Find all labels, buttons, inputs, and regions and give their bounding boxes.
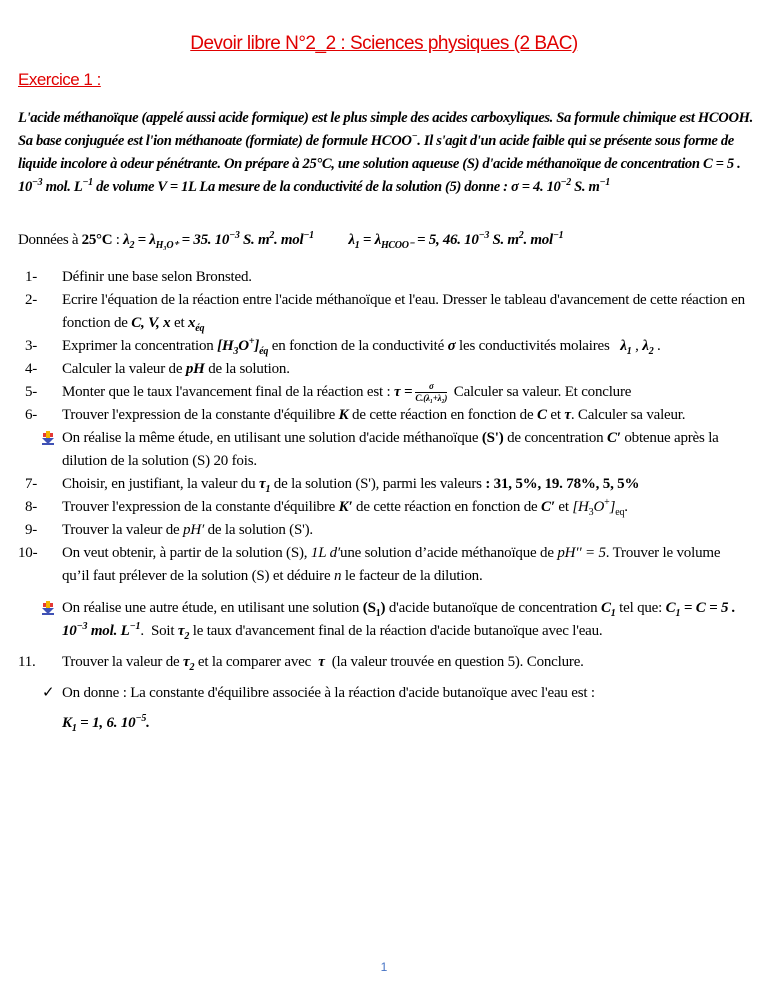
question-text	[62, 654, 584, 674]
question-item	[0, 404, 768, 427]
superscript: −1	[82, 177, 93, 189]
text-run: : 31, 5%, 19. 78%, 5, 5%	[485, 476, 640, 493]
subscript: éq	[195, 323, 205, 334]
text-run: On réalise la même étude, en utilisant une solution d'acide méthanoïque	[62, 430, 482, 447]
math-text: σ	[447, 338, 456, 354]
subscript: 2	[129, 240, 135, 251]
text-run: Choisir, en justifiant, la valeur du	[62, 476, 259, 493]
text-run: le taux d'avancement final de la réaction d'acide butanoïque avec l'eau.	[189, 623, 603, 640]
exercise-heading: Exercice 1 :	[18, 70, 101, 89]
text-run: . Sa base conjuguée est l'ion méthanoate (formiate) de formule HCOO	[18, 110, 753, 149]
text-run: et	[554, 499, 573, 516]
question-text	[62, 685, 595, 701]
math-text: pH	[185, 361, 205, 377]
question-item	[0, 381, 768, 404]
superscript: −3	[31, 177, 43, 189]
subscript: 1	[626, 346, 632, 357]
question-text	[62, 361, 290, 377]
question-item	[0, 335, 768, 358]
fraction	[415, 381, 447, 404]
question-number: 7-	[25, 476, 38, 493]
text-run: Ecrire l'équation de la réaction entre l'acide méthanoïque et l'eau. Dresser le tableau d'avancement de cette réaction en fonction de	[62, 292, 745, 331]
text-run: Trouver l'expression de la constante d'équilibre	[62, 407, 339, 424]
question-text	[62, 407, 685, 423]
question-text	[62, 269, 252, 285]
superscript: −1	[552, 230, 564, 241]
text-run: de cette réaction en fonction de	[348, 407, 537, 424]
text-run: de la solution (S').	[204, 522, 313, 539]
question-number: 10-	[18, 545, 38, 562]
subscript: éq	[259, 346, 269, 357]
text-run: On donne : La constante d'équilibre associée à la réaction d'acide butanoïque avec l'eau est :	[62, 685, 595, 702]
text-run: Trouver la valeur de	[62, 522, 184, 539]
text-run	[314, 232, 349, 248]
text-run: S. m	[570, 179, 600, 195]
text-run: Données à	[18, 232, 82, 248]
math-text: ]	[254, 338, 260, 354]
text-run: On veut obtenir, à partir de la solution (S),	[62, 545, 311, 562]
math-text: τ	[183, 654, 190, 671]
math-text: mol. L	[87, 623, 130, 640]
math-text: λ	[620, 338, 627, 354]
math-text: pH′	[183, 522, 205, 539]
superscript: −3	[76, 621, 88, 633]
math-text: τ	[177, 623, 185, 640]
text-run: :	[112, 232, 124, 248]
math-text: = λ	[359, 232, 381, 248]
math-text: λ	[123, 232, 130, 248]
superscript: −2	[560, 177, 571, 189]
text-run: et la comparer avec	[194, 654, 319, 671]
question-text	[62, 545, 720, 584]
down-arrow-bullet-icon	[42, 431, 54, 445]
text-run: Exprimer la concentration	[62, 338, 218, 354]
math-text: C′	[606, 430, 621, 447]
question-number: 9-	[25, 522, 38, 539]
math-text: . mol	[523, 232, 553, 248]
math-text: = λ	[134, 232, 156, 248]
question-text	[62, 522, 313, 538]
text-run: . Il s'agit d'un acide faible qui se présente sous forme de liquide incolore à odeur pénétrante. On prépare à 25°C, une solution aqueuse (S) d'acide méthanoïque de concentration	[18, 133, 734, 172]
text-run: les conductivités molaires	[455, 338, 621, 354]
superscript: 2	[518, 230, 524, 241]
text-run: en fonction de la conductivité	[268, 338, 448, 354]
text-run: L'acide méthanoïque (appelé aussi acide formique) est le plus simple des acides carboxyliques. Sa formule chimique est	[18, 110, 698, 126]
superscript: −3	[229, 230, 240, 241]
subscript: 3	[233, 346, 239, 357]
math-text: .	[146, 715, 150, 732]
text-run: de concentration	[503, 430, 607, 447]
fraction-denominator: C.(λ₁+λ₂)	[415, 393, 448, 404]
math-text: K	[338, 407, 349, 424]
question-item	[0, 542, 768, 588]
question-number: 4-	[25, 361, 38, 377]
text-run: de cette réaction en fonction de	[352, 499, 542, 516]
questions-list	[0, 266, 768, 735]
math-text: = C = 5 . 10	[62, 600, 736, 640]
superscript: −1	[129, 621, 141, 633]
text-run: C = 5 . 10	[18, 156, 741, 195]
text-run: ,	[631, 338, 643, 354]
text-run: une solution d’acide méthanoïque de	[340, 545, 558, 562]
subscript: 1	[375, 608, 381, 620]
math-text: λ	[348, 232, 355, 248]
text-run: )	[380, 600, 386, 617]
question-item	[0, 358, 768, 381]
math-text: K	[62, 715, 72, 732]
subscript: HCOO⁻	[380, 240, 414, 251]
question-number: 2-	[25, 292, 38, 308]
text-run: de la solution.	[204, 361, 290, 377]
text-run: . Trouver le volume qu’il faut prélever de la solution (S) et déduire	[62, 545, 721, 585]
subscript: 1	[71, 723, 77, 735]
question-item	[0, 597, 768, 643]
question-number: 11.	[18, 654, 36, 671]
subscript: 2	[184, 631, 190, 643]
question-text	[62, 497, 628, 519]
math-text: C′	[541, 499, 555, 516]
superscript: −1	[599, 177, 610, 189]
subscript: 1	[354, 240, 360, 251]
math-text: . mol	[274, 232, 304, 248]
math-text: τ	[258, 476, 266, 493]
text-run: le facteur de la dilution.	[341, 568, 483, 585]
question-text	[62, 292, 745, 334]
question-item	[0, 651, 768, 674]
math-text: x	[187, 315, 196, 331]
document-title: Devoir libre N°2_2 : Sciences physiques (2 BAC)	[190, 33, 578, 54]
math-text: pH′′ = 5	[557, 545, 606, 562]
text-run: mol. L	[42, 179, 83, 195]
text-run: . Soit	[140, 623, 178, 640]
intro-paragraph	[18, 107, 758, 199]
subscript: H₃O⁺	[155, 240, 179, 251]
superscript: −	[411, 131, 418, 143]
text-run: Monter que le taux l'avancement final de la réaction est :	[62, 384, 395, 400]
subscript: 3	[588, 507, 594, 519]
superscript: 2	[269, 230, 275, 241]
text-run: Trouver la valeur de	[62, 654, 184, 671]
text-run: (la valeur trouvée en question 5). Conclure.	[324, 654, 584, 671]
text-run: 25°C	[81, 232, 113, 248]
superscript: +	[248, 336, 255, 347]
text-run: tel que:	[615, 600, 666, 617]
subscript: 1	[265, 484, 271, 496]
math-text: C	[537, 407, 547, 424]
question-text	[62, 430, 719, 469]
superscript: −1	[303, 230, 314, 241]
question-item	[0, 682, 768, 705]
question-number: 6-	[25, 407, 38, 424]
math-text: C	[600, 600, 611, 617]
text-run: Définir une base selon Bronsted.	[62, 269, 252, 285]
math-text: 1L d′	[310, 545, 341, 562]
question-item	[0, 427, 768, 473]
text-run: .	[624, 499, 628, 516]
question-text	[62, 336, 661, 357]
text-run: de volume V = 1L La mesure de la conductivité de la solution (5) donne : σ = 4. 10	[92, 179, 561, 195]
question-text	[62, 713, 150, 735]
math-text: S. m	[489, 232, 519, 248]
subscript: 2	[189, 662, 195, 674]
checkmark-bullet-icon: ✓	[42, 685, 55, 702]
math-text: λ	[642, 338, 649, 354]
text-run: . Calculer sa valeur.	[570, 407, 686, 424]
page-number: 1	[380, 960, 388, 974]
math-text: = 5, 46. 10	[413, 232, 479, 248]
question-text	[62, 381, 632, 404]
superscript: −3	[478, 230, 490, 241]
text-run: de la solution (S'), parmi les valeurs	[270, 476, 486, 493]
text-run: obtenue après la dilution de la solution (S) 20 fois.	[62, 430, 719, 470]
math-text: C, V, x	[131, 315, 171, 331]
math-text: K′	[338, 499, 353, 516]
math-text: τ	[564, 407, 571, 424]
text-run: d'acide butanoïque de concentration	[385, 600, 601, 617]
question-item	[0, 712, 768, 735]
question-item	[0, 473, 768, 496]
math-text: = 35. 10	[178, 232, 230, 248]
text-run: et	[170, 315, 188, 331]
question-item	[0, 289, 768, 335]
text-run: Trouver l'expression de la constante d'équilibre	[62, 499, 339, 516]
math-text: [H	[217, 338, 234, 354]
given-data-line	[18, 229, 763, 252]
fraction-numerator: σ	[415, 381, 447, 393]
math-text: O	[238, 338, 249, 354]
down-arrow-bullet-icon	[42, 601, 54, 615]
text-run: et	[546, 407, 565, 424]
question-number: 3-	[25, 338, 38, 354]
text-run: On réalise une autre étude, en utilisant une solution	[62, 600, 363, 617]
subscript: 2	[648, 346, 654, 357]
superscript: −5	[135, 713, 147, 725]
math-text: O	[593, 499, 605, 516]
question-item	[0, 266, 768, 289]
question-number: 5-	[25, 384, 38, 400]
question-item	[0, 519, 768, 542]
math-text: ]	[609, 499, 616, 516]
text-run: Calculer la valeur de	[62, 361, 186, 377]
question-number: 8-	[25, 499, 38, 516]
text-run: (S	[362, 600, 376, 617]
math-text: n	[334, 568, 342, 585]
subscript: 1	[610, 608, 616, 620]
math-text: S. m	[239, 232, 270, 248]
question-text	[62, 476, 640, 496]
question-text	[62, 600, 736, 643]
math-text: = 1, 6. 10	[76, 715, 136, 732]
superscript: +	[604, 497, 610, 509]
question-number: 1-	[25, 269, 38, 285]
text-run: (S')	[481, 430, 504, 447]
math-text: τ	[318, 654, 325, 671]
text-run: HCOOH	[697, 110, 750, 126]
text-run: Calculer sa valeur. Et conclure	[450, 384, 632, 400]
math-text: [H	[572, 499, 589, 516]
text-run: .	[653, 338, 661, 354]
math-text: τ =	[394, 384, 413, 400]
math-text: C	[665, 600, 676, 617]
question-item	[0, 496, 768, 519]
subscript: eq	[615, 507, 625, 519]
subscript: 1	[675, 608, 681, 620]
